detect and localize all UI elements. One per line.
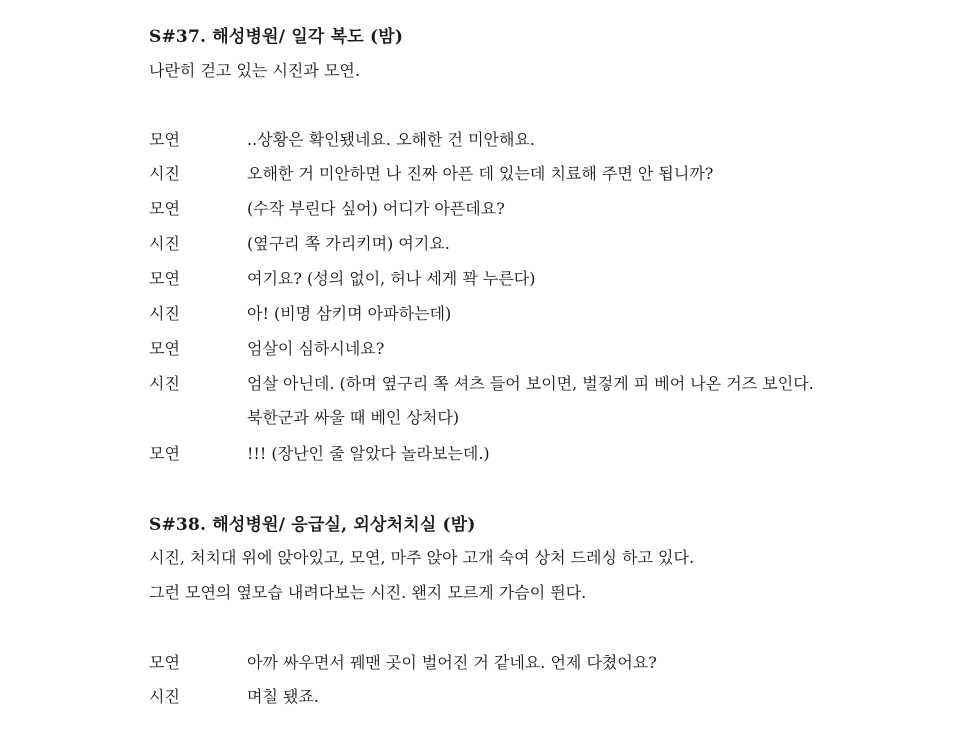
speaker-name: 시진 bbox=[149, 304, 180, 323]
action-line: 나란히 걷고 있는 시진과 모연. bbox=[149, 61, 360, 80]
dialogue-text: (옆구리 쪽 가리키며) 여기요. bbox=[247, 234, 450, 253]
speaker-name: 시진 bbox=[149, 687, 180, 706]
speaker-name: 시진 bbox=[149, 234, 180, 253]
dialogue-text: ..상황은 확인됐네요. 오해한 건 미안해요. bbox=[247, 130, 535, 149]
speaker-name: 모연 bbox=[149, 444, 180, 463]
scene-heading: S#38. 해성병원/ 응급실, 외상처치실 (밤) bbox=[149, 515, 476, 535]
dialogue-text: 여기요? (성의 없이, 허나 세게 꽉 누른다) bbox=[247, 269, 536, 288]
speaker-name: 모연 bbox=[149, 199, 180, 218]
speaker-name: 시진 bbox=[149, 374, 180, 393]
action-line: 그런 모연의 옆모습 내려다보는 시진. 왠지 모르게 가슴이 뛴다. bbox=[149, 583, 587, 602]
dialogue-text: 아까 싸우면서 꿰맨 곳이 벌어진 거 같네요. 언제 다쳤어요? bbox=[247, 653, 657, 672]
dialogue-text: 아! (비명 삼키며 아파하는데) bbox=[247, 304, 452, 323]
dialogue-text: 며칠 됐죠. bbox=[247, 687, 319, 706]
dialogue-text: 오해한 거 미안하면 나 진짜 아픈 데 있는데 치료해 주면 안 됩니까? bbox=[247, 164, 714, 183]
dialogue-text: 엄살이 심하시네요? bbox=[247, 339, 385, 358]
speaker-name: 모연 bbox=[149, 130, 180, 149]
dialogue-text: !!! (장난인 줄 알았다 놀라보는데.) bbox=[247, 444, 490, 463]
action-line: 시진, 처치대 위에 앉아있고, 모연, 마주 앉아 고개 숙여 상처 드레싱 하고 있다. bbox=[149, 548, 695, 567]
dialogue-text: (수작 부린다 싶어) 어디가 아픈데요? bbox=[247, 199, 505, 218]
speaker-name: 모연 bbox=[149, 339, 180, 358]
dialogue-text: 엄살 아닌데. (하며 옆구리 쪽 셔츠 들어 보이면, 벌겋게 피 베어 나온 거즈 보인다. bbox=[247, 374, 814, 393]
speaker-name: 모연 bbox=[149, 653, 180, 672]
speaker-name: 시진 bbox=[149, 164, 180, 183]
scene-heading: S#37. 해성병원/ 일각 복도 (밤) bbox=[149, 27, 404, 47]
speaker-name: 모연 bbox=[149, 269, 180, 288]
dialogue-continuation: 북한군과 싸울 때 베인 상처다) bbox=[247, 408, 460, 427]
